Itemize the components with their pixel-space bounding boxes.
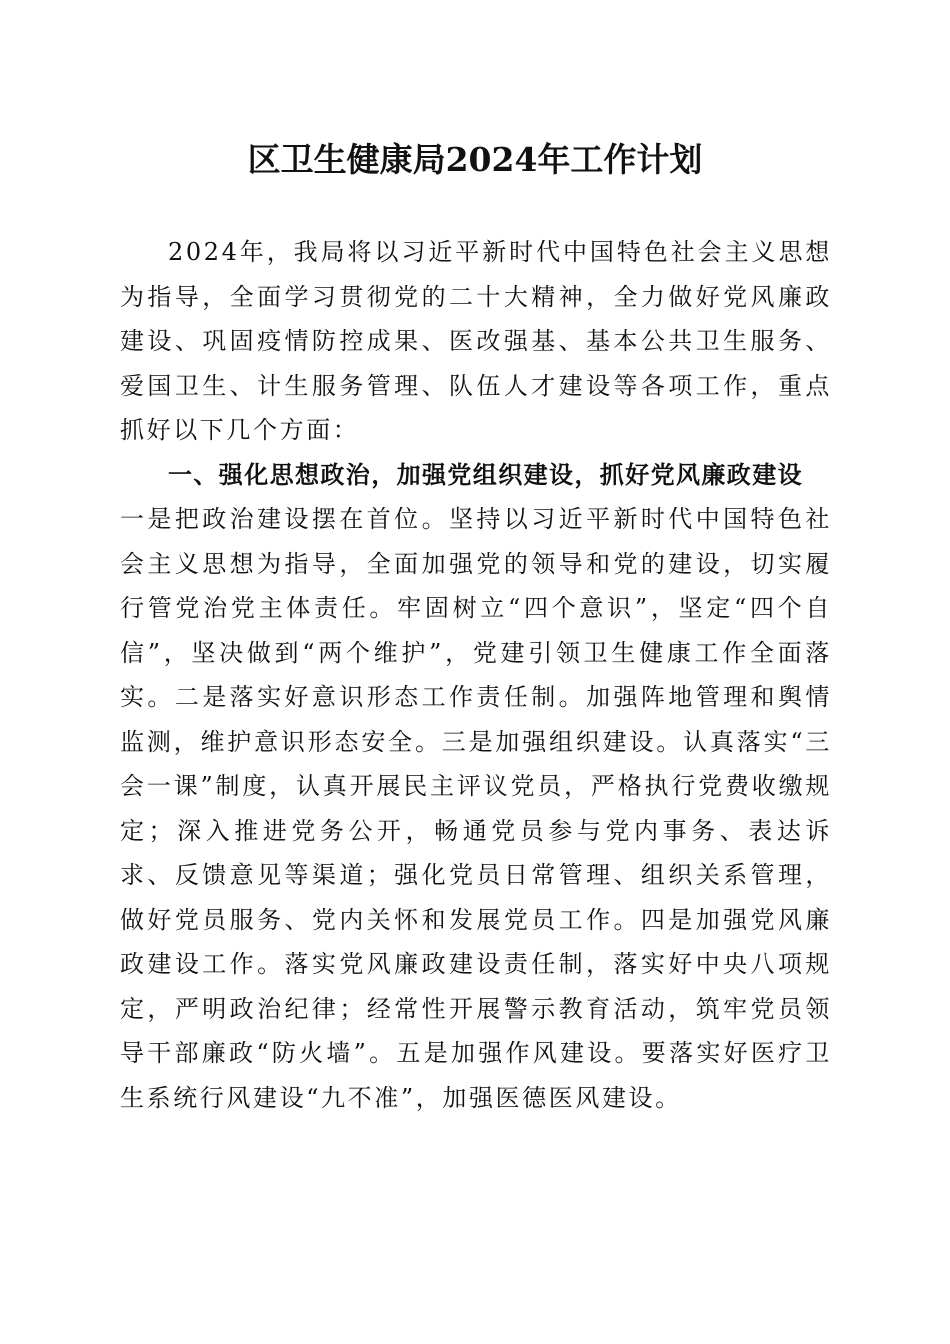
document-title: 区卫生健康局2024年工作计划 bbox=[247, 140, 703, 179]
document-body bbox=[120, 230, 832, 1120]
section-1-paragraph: 一是把政治建设摆在首位。坚持以习近平新时代中国特色社会主义思想为指导，全面加强党的领导和党的建设，切实履行管党治党主体责任。牢固树立“四个意识”，坚定“四个自信”，坚决做到“两个维护”，党建引领卫生健康工作全面落实。二是落实好意识形态工作责任制。加强阵地管理和舆情监测，维护意识形态安全。三是加强组织建设。认真落实“三会一课”制度，认真开展民主评议党员，严格执行党费收缴规定；深入推进党务公开，畅通党员参与党内事务、表达诉求、反馈意见等渠道；强化党员日常管理、组织关系管理，做好党员服务、党内关怀和发展党员工作。四是加强党风廉政建设工作。落实党风廉政建设责任制，落实好中央八项规定，严明政治纪律；经常性开展警示教育活动，筑牢党员领导干部廉政“防火墙”。五是加强作风建设。要落实好医疗卫生系统行风建设“九不准”，加强医德医风建设。 bbox=[120, 505, 832, 1112]
intro-paragraph: 2024年，我局将以习近平新时代中国特色社会主义思想为指导，全面学习贯彻党的二十大精神，全力做好党风廉政建设、巩固疫情防控成果、医改强基、基本公共卫生服务、爱国卫生、计生服务管理、队伍人才建设等各项工作，重点抓好以下几个方面： bbox=[120, 238, 832, 444]
section-heading-1: 一、强化思想政治，加强党组织建设，抓好党风廉政建设 bbox=[168, 460, 803, 489]
